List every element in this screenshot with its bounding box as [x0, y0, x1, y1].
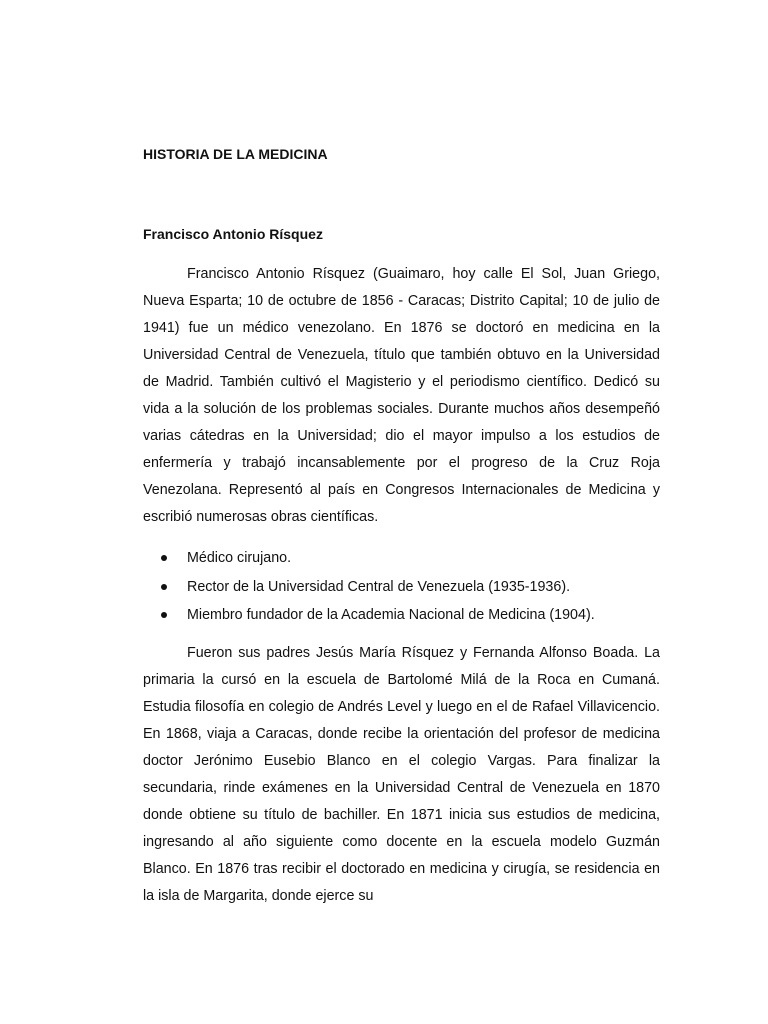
section-title: Francisco Antonio Rísquez — [143, 226, 323, 242]
list-item — [143, 601, 660, 630]
bullet-icon — [161, 612, 167, 618]
bullet-list — [143, 544, 660, 630]
document-title: HISTORIA DE LA MEDICINA — [143, 146, 328, 162]
list-item — [143, 544, 660, 573]
paragraph-biography: Francisco Antonio Rísquez (Guaimaro, hoy calle El Sol, Juan Griego, Nueva Esparta; 10 de octubre de 1856 - Caracas; Distrito Capital; 10 de julio de 1941) fue un médico venezolano. En 1876 se doctoró en medicina en la Universidad Central de Venezuela, título que también obtuvo en la Universidad de Madrid. También cultivó el Magisterio y el periodismo científico. Dedicó su vida a la solución de los problemas sociales. Durante muchos años desempeñó varias cátedras en la Universidad; dio el mayor impulso a los estudios de enfermería y trabajó incansablemente por el progreso de la Cruz Roja Venezolana. Representó al país en Congresos Internacionales de Medicina y escribió numerosas obras científicas. — [143, 266, 660, 525]
list-item-text: Rector de la Universidad Central de Venezuela (1935-1936). — [187, 578, 571, 595]
bullet-icon — [161, 584, 167, 590]
list-item-text: Miembro fundador de la Academia Nacional de Medicina (1904). — [187, 607, 595, 623]
list-item — [143, 573, 660, 602]
paragraph-early-life: Fueron sus padres Jesús María Rísquez y Fernanda Alfonso Boada. La primaria la cursó en la escuela de Bartolomé Milá de la Roca en Cumaná. Estudia filosofía en colegio de Andrés Level y luego en el de Rafael Villavicencio. En 1868, viaja a Caracas, donde recibe la orientación del profesor de medicina doctor Jerónimo Eusebio Blanco en el colegio Vargas. Para finalizar la secundaria, rinde exámenes en la Universidad Central de Venezuela en 1870 donde obtiene su título de bachiller. En 1871 inicia sus estudios de medicina, ingresando al año siguiente como docente en la escuela modelo Guzmán Blanco. En 1876 tras recibir el doctorado en medicina y cirugía, se residencia en la isla de Margarita, donde ejerce su — [143, 645, 660, 904]
bullet-icon — [161, 555, 167, 561]
list-item-text: Médico cirujano. — [187, 550, 292, 566]
